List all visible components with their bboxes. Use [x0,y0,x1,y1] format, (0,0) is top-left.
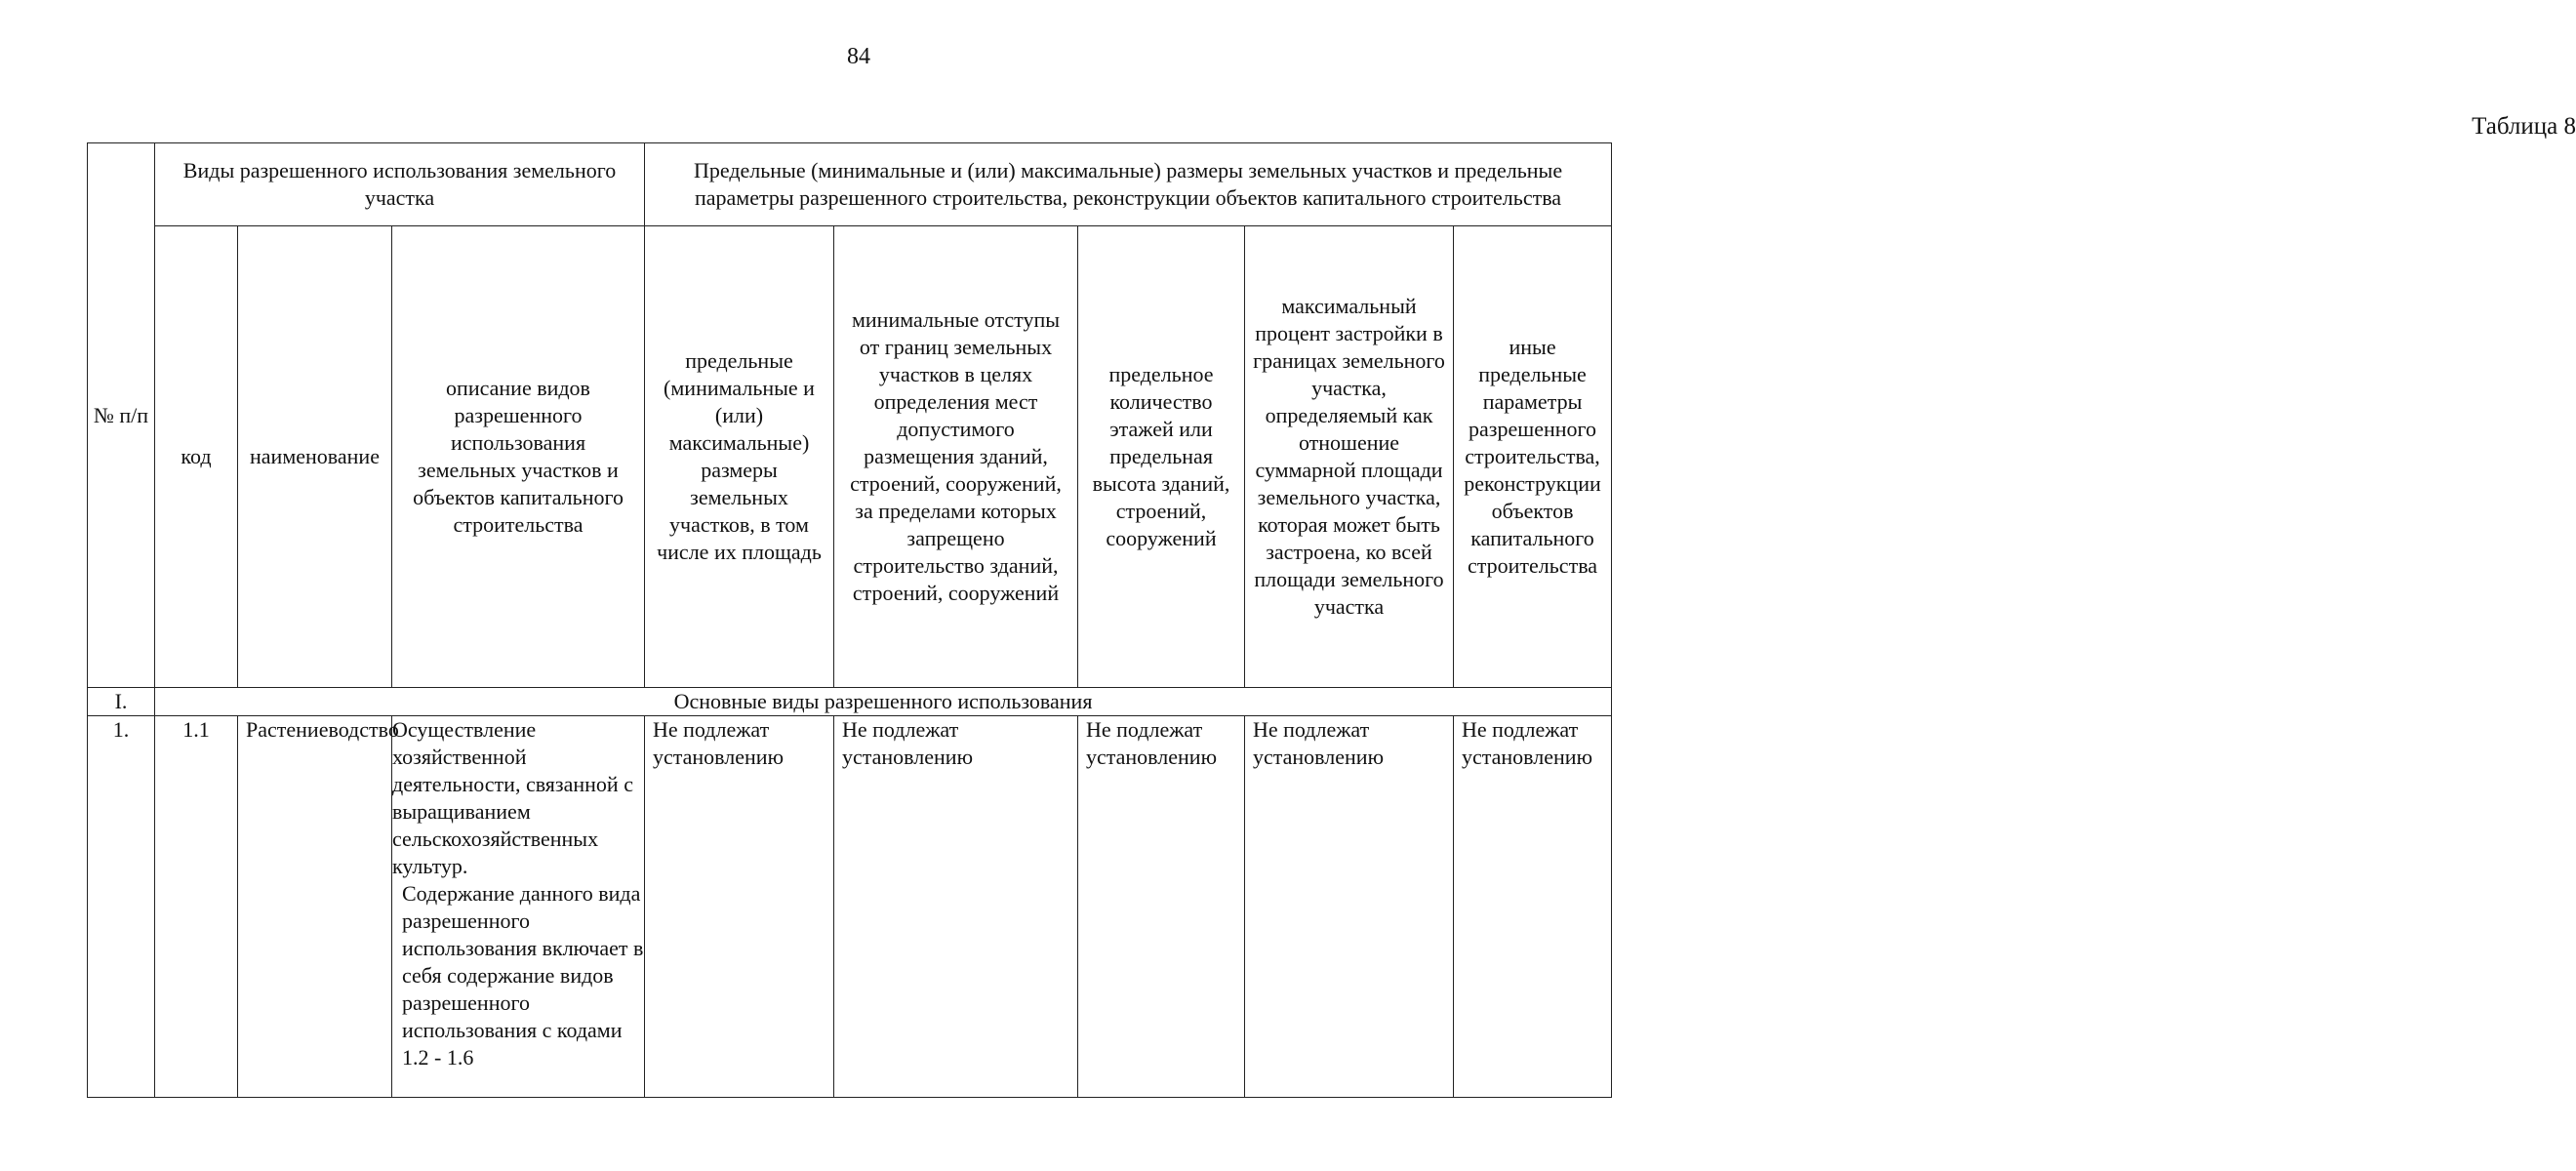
section-row [88,688,1612,716]
row-description [392,716,645,1098]
row-code: 1.1 [155,716,238,1098]
table-row [88,716,1612,1098]
header-num: № п/п [88,143,155,688]
header-sizes: предельные (минимальные и (или) максимальные) размеры земельных участков, в том числе их площадь [645,226,834,688]
table-caption: Таблица 8 [2472,113,2576,140]
header-floors: предельное количество этажей или предельная высота зданий, строений, сооружений [1078,226,1245,688]
row-other: Не подлежат установлению [1454,716,1612,1098]
header-sub-row [88,226,1612,688]
header-group-limits: Предельные (минимальные и (или) максимальные) размеры земельных участков и предельные параметры разрешенного строительства, реконструкции объектов капитального строительства [645,143,1612,226]
row-description-extra: Содержание данного вида разрешенного использования включает в себя содержание видов разрешенного использования с кодами 1.2 - 1.6 [402,881,644,1070]
header-code: код [155,226,238,688]
header-group-row [88,143,1612,226]
header-group-use: Виды разрешенного использования земельного участка [155,143,645,226]
header-name: наименование [238,226,392,688]
row-setbacks: Не подлежат установлению [834,716,1078,1098]
header-other: иные предельные параметры разрешенного строительства, реконструкции объектов капитального строительства [1454,226,1612,688]
header-coverage: максимальный процент застройки в границах земельного участка, определяемый как отношение суммарной площади земельного участка, которая может быть застроена, ко всей площади земельного участка [1245,226,1454,688]
header-setbacks: минимальные отступы от границ земельных участков в целях определения мест допустимого размещения зданий, строений, сооружений, за пределами которых запрещено строительство зданий, строений, сооружений [834,226,1078,688]
row-coverage: Не подлежат установлению [1245,716,1454,1098]
zoning-parameters-table [87,142,1612,1098]
row-description-main: Осуществление хозяйственной деятельности, связанной с выращиванием сельскохозяйственных культур. [392,717,633,878]
header-description: описание видов разрешенного использования земельных участков и объектов капитального строительства [392,226,645,688]
row-name: Растениеводство [238,716,392,1098]
section-number: I. [88,688,155,716]
row-sizes: Не подлежат установлению [645,716,834,1098]
page-number: 84 [847,44,870,69]
row-floors: Не подлежат установлению [1078,716,1245,1098]
row-number: 1. [88,716,155,1098]
section-title: Основные виды разрешенного использования [155,688,1612,716]
